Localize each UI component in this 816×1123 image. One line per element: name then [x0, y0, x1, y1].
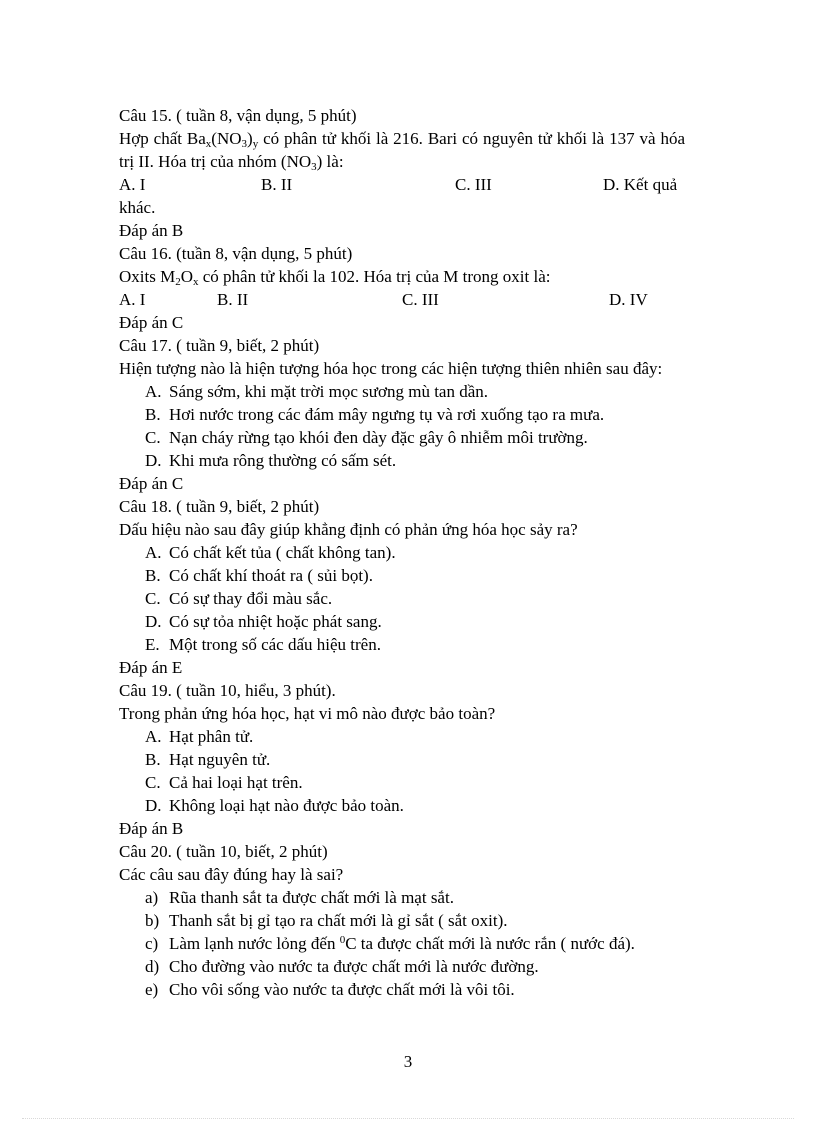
- q15-stem: Hợp chất $Ba_x(NO_3)_y$ có phân tử khối là 216. Bari có nguyên tử khối là 137 và hóa trị II. Hóa trị của nhóm $(NO_3)$ là:: [119, 129, 685, 173]
- q15-options: [119, 173, 685, 196]
- q18-stem: Dấu hiệu nào sau đây giúp khẳng định có phản ứng hóa học sảy ra?: [119, 520, 578, 539]
- q20-item-c: c) Làm lạnh nước lỏng đến $^0$C ta được chất mới là nước rắn ( nước đá).: [145, 934, 635, 953]
- q15-answer: Đáp án B: [119, 221, 184, 240]
- q15-header: Câu 15. ( tuần 8, vận dụng, 5 phút): [119, 106, 357, 125]
- q18-answer: Đáp án E: [119, 658, 183, 677]
- q20-item-d: d) Cho đường vào nước ta được chất mới là nước đường.: [145, 957, 539, 976]
- q19-option-c: C. Cả hai loại hạt trên.: [145, 773, 303, 792]
- page-bottom-divider: [22, 1118, 794, 1119]
- q16-option-b: B. II: [217, 290, 249, 309]
- q17-option-d: D. Khi mưa rông thường có sấm sét.: [145, 451, 397, 470]
- q19-option-d: D. Không loại hạt nào được bảo toàn.: [145, 796, 404, 815]
- q16-options: [119, 288, 685, 311]
- q17-answer: Đáp án C: [119, 474, 184, 493]
- q20-item-e: e) Cho vôi sống vào nước ta được chất mới là vôi tôi.: [145, 980, 515, 999]
- q15-option-a: A. I: [119, 175, 146, 194]
- q17-header: Câu 17. ( tuần 9, biết, 2 phút): [119, 336, 320, 355]
- q18-option-e: E. Một trong số các dấu hiệu trên.: [145, 635, 381, 654]
- q18-option-b: B. Có chất khí thoát ra ( sủi bọt).: [145, 566, 373, 585]
- q17-option-a: A. Sáng sớm, khi mặt trời mọc sương mù tan dần.: [145, 382, 489, 401]
- q18-header: Câu 18. ( tuần 9, biết, 2 phút): [119, 497, 320, 516]
- q18-option-c: C. Có sự thay đổi màu sắc.: [145, 589, 333, 608]
- q19-stem: Trong phản ứng hóa học, hạt vi mô nào được bảo toàn?: [119, 704, 496, 723]
- q15-option-d: D. Kết quả: [603, 175, 678, 194]
- q16-option-c: C. III: [402, 290, 439, 309]
- q17-stem: Hiện tượng nào là hiện tượng hóa học trong các hiện tượng thiên nhiên sau đây:: [119, 359, 663, 378]
- q18-option-a: A. Có chất kết tủa ( chất không tan).: [145, 543, 396, 562]
- q16-answer: Đáp án C: [119, 313, 184, 332]
- q19-option-a: A. Hạt phân tử.: [145, 727, 254, 746]
- q20-stem: Các câu sau đây đúng hay là sai?: [119, 865, 344, 884]
- page-number: 3: [403, 1052, 413, 1071]
- q15-option-continuation: khác.: [119, 198, 156, 217]
- q16-option-d: D. IV: [609, 290, 648, 309]
- q19-answer: Đáp án B: [119, 819, 184, 838]
- q19-option-b: B. Hạt nguyên tử.: [145, 750, 271, 769]
- q19-header: Câu 19. ( tuần 10, hiểu, 3 phút).: [119, 681, 336, 700]
- q17-option-b: B. Hơi nước trong các đám mây ngưng tụ và rơi xuống tạo ra mưa.: [145, 405, 605, 424]
- q20-item-b: b) Thanh sắt bị gỉ tạo ra chất mới là gỉ sắt ( sắt oxit).: [145, 911, 508, 930]
- q17-option-c: C. Nạn cháy rừng tạo khói đen dày đặc gây ô nhiễm môi trường.: [145, 428, 588, 447]
- q15-option-b: B. II: [261, 175, 293, 194]
- q16-stem: Oxits $M_2O_x$ có phân tử khối la 102. Hóa trị của M trong oxit là:: [119, 267, 551, 288]
- q15-option-c: C. III: [455, 175, 492, 194]
- q20-header: Câu 20. ( tuần 10, biết, 2 phút): [119, 842, 328, 861]
- q18-option-d: D. Có sự tỏa nhiệt hoặc phát sang.: [145, 612, 382, 631]
- q16-header: Câu 16. (tuần 8, vận dụng, 5 phút): [119, 244, 353, 263]
- q16-option-a: A. I: [119, 290, 146, 309]
- q20-item-a: a) Rũa thanh sắt ta được chất mới là mạt sắt.: [145, 888, 454, 907]
- page-content: [119, 104, 685, 1001]
